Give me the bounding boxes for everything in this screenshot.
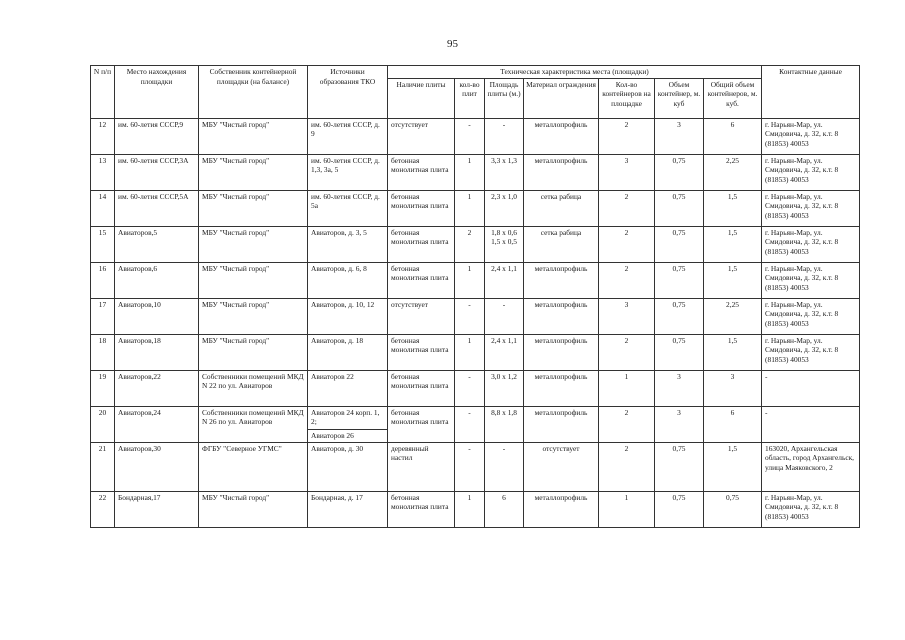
cell-volume: 0,75 [655,334,704,370]
table-body [91,118,860,527]
cell-slab: бетонная монолитная плита [388,262,455,298]
header-area: Площадь плиты (м.) [485,78,524,118]
cell-volume: 0,75 [655,298,704,334]
cell-area: - [485,118,524,154]
cell-slab-count: - [455,442,485,491]
cell-area: 3,3 x 1,3 [485,154,524,190]
cell-num: 22 [91,491,115,527]
table-header [91,66,860,119]
cell-sources [308,370,388,406]
cell-area: 6 [485,491,524,527]
cell-total-volume: 1,5 [704,190,762,226]
source-line: Авиаторов, д. 10, 12 [311,299,375,309]
cell-location: Авиаторов,24 [115,406,199,442]
cell-location: им. 60-летия СССР,9 [115,118,199,154]
cell-volume: 0,75 [655,491,704,527]
cell-slab: бетонная монолитная плита [388,491,455,527]
cell-area: 8,8 x 1,8 [485,406,524,442]
cell-containers: 2 [599,442,655,491]
cell-containers: 2 [599,406,655,442]
cell-sources [308,262,388,298]
cell-slab-count: 1 [455,154,485,190]
table-row [91,154,860,190]
cell-total-volume: 2,25 [704,154,762,190]
cell-slab: деревянный настил [388,442,455,491]
cell-owner: МБУ "Чистый город" [199,262,308,298]
header-total-volume: Общий объем контейнеров, м. куб. [704,78,762,118]
cell-fence: металлопрофиль [524,370,599,406]
cell-num: 19 [91,370,115,406]
header-tech-group: Техническая характеристика места (площадки) [388,66,762,79]
cell-total-volume: 3 [704,370,762,406]
table-row [91,442,860,491]
cell-num: 14 [91,190,115,226]
cell-num: 16 [91,262,115,298]
cell-area: 1,8 x 0,6 1,5 x 0,5 [485,226,524,262]
cell-owner: МБУ "Чистый город" [199,154,308,190]
cell-total-volume: 1,5 [704,262,762,298]
header-volume: Объем контейнер, м. куб [655,78,704,118]
cell-slab: бетонная монолитная плита [388,226,455,262]
cell-slab: бетонная монолитная плита [388,334,455,370]
header-slab: Наличие плиты [388,78,455,118]
table-row [91,226,860,262]
cell-fence: металлопрофиль [524,406,599,442]
cell-slab-count: 2 [455,226,485,262]
cell-volume: 0,75 [655,190,704,226]
cell-total-volume: 1,5 [704,442,762,491]
cell-owner: МБУ "Чистый город" [199,118,308,154]
cell-area: - [485,298,524,334]
cell-slab-count: 1 [455,491,485,527]
cell-containers: 3 [599,298,655,334]
cell-contacts: г. Нарьян-Мар, ул. Смидовича, д. 32, к.т. 8 (81853) 40053 [762,154,860,190]
cell-sources [308,442,388,491]
cell-containers: 1 [599,370,655,406]
cell-total-volume: 1,5 [704,226,762,262]
cell-slab: бетонная монолитная плита [388,154,455,190]
cell-contacts: г. Нарьян-Мар, ул. Смидовича, д. 32, к.т. 8 (81853) 40053 [762,262,860,298]
source-line: им. 60-летия СССР, д. 5а [311,191,380,210]
cell-area: - [485,442,524,491]
source-line: Бондарная, д. 17 [311,492,363,502]
cell-num: 13 [91,154,115,190]
source-line: Авиаторов, д. 18 [311,335,364,345]
cell-total-volume: 1,5 [704,334,762,370]
cell-containers: 3 [599,154,655,190]
header-location: Место нахождения площадки [115,66,199,119]
table-row [91,118,860,154]
cell-fence: отсутствует [524,442,599,491]
header-owner: Собственник контейнерной площадки (на балансе) [199,66,308,119]
cell-contacts: - [762,406,860,442]
cell-contacts: г. Нарьян-Мар, ул. Смидовича, д. 32, к.т. 8 (81853) 40053 [762,298,860,334]
cell-num: 21 [91,442,115,491]
table-row [91,262,860,298]
cell-fence: металлопрофиль [524,298,599,334]
cell-total-volume: 6 [704,118,762,154]
cell-volume: 3 [655,118,704,154]
cell-total-volume: 0,75 [704,491,762,527]
cell-slab: бетонная монолитная плита [388,370,455,406]
cell-location: им. 60-летия СССР,5А [115,190,199,226]
cell-sources [308,406,388,442]
cell-num: 12 [91,118,115,154]
cell-owner: МБУ "Чистый город" [199,190,308,226]
cell-containers: 2 [599,226,655,262]
container-sites-table [90,65,860,528]
cell-sources [308,298,388,334]
cell-fence: сетка рабица [524,226,599,262]
cell-owner: ФГБУ "Северное УГМС" [199,442,308,491]
cell-fence: металлопрофиль [524,334,599,370]
cell-slab-count: - [455,298,485,334]
cell-slab-count: - [455,118,485,154]
cell-location: Авиаторов,18 [115,334,199,370]
cell-contacts: г. Нарьян-Мар, ул. Смидовича, д. 32, к.т. 8 (81853) 40053 [762,491,860,527]
cell-volume: 0,75 [655,226,704,262]
cell-area: 3,0 x 1,2 [485,370,524,406]
cell-slab-count: 1 [455,334,485,370]
cell-contacts: г. Нарьян-Мар, ул. Смидовича, д. 32, к.т. 8 (81853) 40053 [762,118,860,154]
table-row [91,370,860,406]
source-line: Авиаторов 24 корп. 1, 2; [311,407,380,426]
cell-containers: 2 [599,118,655,154]
source-line: Авиаторов, д. 3, 5 [311,227,367,237]
cell-volume: 3 [655,406,704,442]
cell-slab-count: 1 [455,262,485,298]
cell-sources [308,334,388,370]
cell-sources [308,226,388,262]
cell-num: 17 [91,298,115,334]
cell-location: Авиаторов,5 [115,226,199,262]
cell-num: 20 [91,406,115,442]
cell-owner: Собственники помещений МКД N 26 по ул. Авиаторов [199,406,308,442]
cell-volume: 3 [655,370,704,406]
table-row [91,334,860,370]
cell-contacts: г. Нарьян-Мар, ул. Смидовича, д. 32, к.т. 8 (81853) 40053 [762,190,860,226]
cell-owner: МБУ "Чистый город" [199,491,308,527]
cell-containers: 2 [599,190,655,226]
cell-location: Авиаторов,22 [115,370,199,406]
cell-num: 18 [91,334,115,370]
header-fence: Материал ограждения [524,78,599,118]
source-line: Авиаторов, д. 6, 8 [311,263,367,273]
cell-location: Авиаторов,6 [115,262,199,298]
cell-fence: металлопрофиль [524,262,599,298]
table-row [91,406,860,442]
table-row [91,491,860,527]
header-contacts: Контактные данные [762,66,860,119]
cell-slab: отсутствует [388,298,455,334]
cell-volume: 0,75 [655,154,704,190]
cell-owner: МБУ "Чистый город" [199,334,308,370]
header-num: N п/п [91,66,115,119]
cell-fence: металлопрофиль [524,154,599,190]
cell-fence: сетка рабица [524,190,599,226]
cell-slab-count: - [455,370,485,406]
cell-fence: металлопрофиль [524,118,599,154]
header-sources: Источники образования ТКО [308,66,388,119]
cell-volume: 0,75 [655,262,704,298]
cell-slab-count: - [455,406,485,442]
cell-location: Бондарная,17 [115,491,199,527]
cell-contacts: г. Нарьян-Мар, ул. Смидовича, д. 32, к.т. 8 (81853) 40053 [762,334,860,370]
header-containers: Кол-во контейнеров на площадке [599,78,655,118]
cell-total-volume: 2,25 [704,298,762,334]
cell-fence: металлопрофиль [524,491,599,527]
cell-contacts: 163020, Архангельская область, город Архангельск, улица Маяковского, 2 [762,442,860,491]
cell-owner: МБУ "Чистый город" [199,298,308,334]
source-line: Авиаторов 22 [311,371,354,381]
cell-location: Авиаторов,30 [115,442,199,491]
cell-location: Авиаторов,10 [115,298,199,334]
cell-area: 2,4 x 1,1 [485,334,524,370]
source-line: Авиаторов, д. 30 [311,443,364,453]
cell-total-volume: 6 [704,406,762,442]
cell-owner: МБУ "Чистый город" [199,226,308,262]
cell-containers: 2 [599,262,655,298]
cell-owner: Собственники помещений МКД N 22 по ул. Авиаторов [199,370,308,406]
source-line: им. 60-летия СССР, д. 1,3, 3а, 5 [311,155,380,174]
cell-contacts: - [762,370,860,406]
cell-slab: бетонная монолитная плита [388,190,455,226]
cell-contacts: г. Нарьян-Мар, ул. Смидовича, д. 32, к.т. 8 (81853) 40053 [762,226,860,262]
page-number: 95 [447,38,458,50]
table-row [91,298,860,334]
cell-containers: 2 [599,334,655,370]
cell-area: 2,4 x 1,1 [485,262,524,298]
cell-sources [308,491,388,527]
cell-slab: бетонная монолитная плита [388,406,455,442]
cell-sources [308,154,388,190]
source-line: им. 60-летия СССР, д. 9 [311,119,380,138]
cell-containers: 1 [599,491,655,527]
table-row [91,190,860,226]
cell-slab: отсутствует [388,118,455,154]
cell-area: 2,3 x 1,0 [485,190,524,226]
cell-sources [308,190,388,226]
cell-volume: 0,75 [655,442,704,491]
header-slab-count: кол-во плит [455,78,485,118]
cell-sources [308,118,388,154]
cell-slab-count: 1 [455,190,485,226]
cell-num: 15 [91,226,115,262]
cell-location: им. 60-летия СССР,3А [115,154,199,190]
source-line: Авиаторов 26 [308,429,387,441]
